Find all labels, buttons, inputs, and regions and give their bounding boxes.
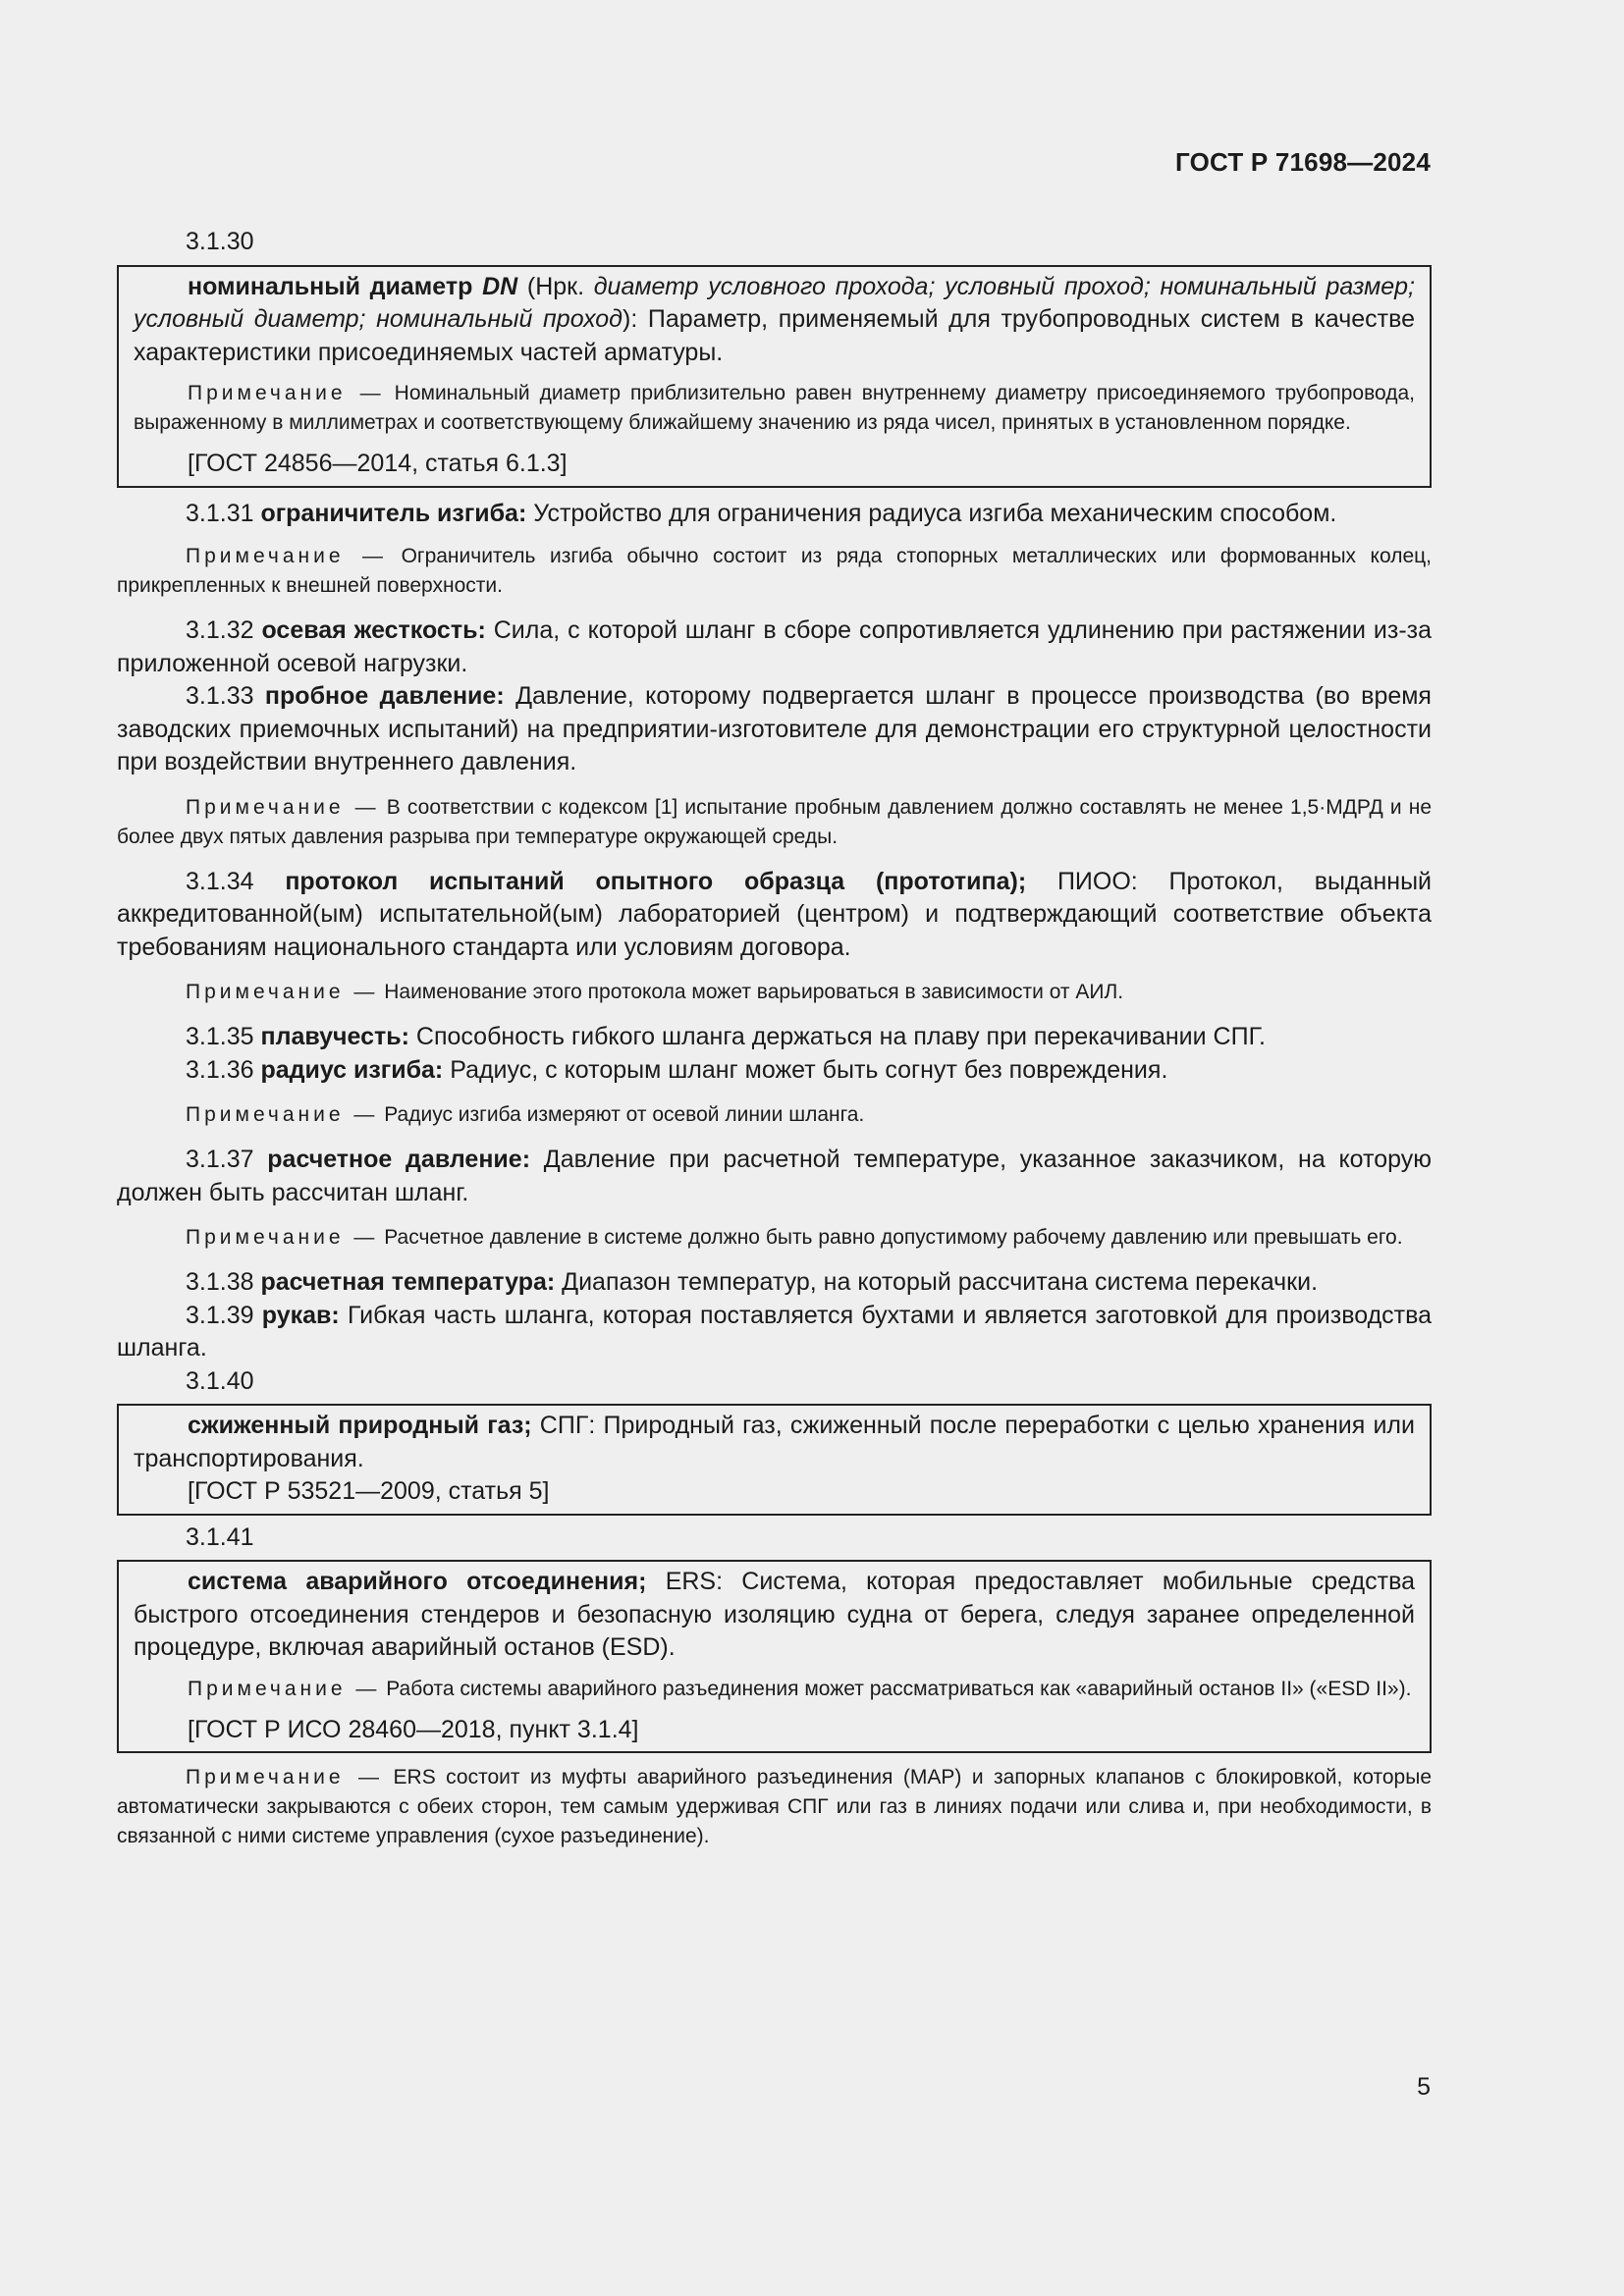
term-entry-3-1-39 xyxy=(117,1300,1432,1365)
quoted-term-box-3-1-41 xyxy=(117,1560,1432,1753)
note-label: Примечание — xyxy=(186,1766,384,1789)
entry-number: 3.1.34 xyxy=(186,867,254,895)
term-name: система аварийного отсоединения; xyxy=(188,1568,647,1595)
note-label: Примечание — xyxy=(186,1103,379,1126)
entry-number-3-1-30: 3.1.30 xyxy=(186,228,254,255)
entry-number: 3.1.33 xyxy=(186,682,254,710)
term-name: номинальный диаметр xyxy=(188,272,473,300)
note-3-1-41 xyxy=(134,1675,1415,1704)
entry-number-3-1-41: 3.1.41 xyxy=(186,1522,254,1551)
term-name: расчетная температура: xyxy=(260,1268,556,1296)
note-text: Номинальный диаметр приблизительно равен внутреннему диаметру присоединяемого трубопровода, выраженному в миллиметрах и соответствующему ближайшему значению из ряда чисел, принятых в установленном порядке. xyxy=(134,382,1416,434)
note-text: Ограничитель изгиба обычно состоит из ряда стопорных металлических или формованных колец, прикрепленных к внешней поверхности. xyxy=(117,545,1432,597)
deprecated-terms: диаметр условного прохода; условный проход; номинальный размер; условный диаметр; номинальный проход xyxy=(134,272,1415,333)
note-3-1-30 xyxy=(134,379,1415,438)
quoted-term-box-3-1-40 xyxy=(117,1404,1432,1516)
term-definition: СПГ: Природный газ, сжиженный после переработки с целью хранения или транспортирования. xyxy=(134,1412,1415,1472)
source-reference-3-1-40: [ГОСТ Р 53521—2009, статья 5] xyxy=(188,1477,550,1505)
term-entry-3-1-34 xyxy=(117,866,1432,965)
term-name: расчетное давление: xyxy=(267,1146,531,1173)
term-entry-3-1-31 xyxy=(117,498,1432,531)
term-name: рукав: xyxy=(261,1301,340,1329)
term-definition: Устройство для ограничения радиуса изгиба механическим способом. xyxy=(533,499,1337,527)
note-label: Примечание — xyxy=(188,382,385,404)
note-label: Примечание — xyxy=(188,1677,381,1700)
term-entry-3-1-41 xyxy=(134,1566,1415,1665)
term-name: осевая жесткость: xyxy=(261,616,486,644)
term-name: плавучесть: xyxy=(260,1023,409,1050)
source-reference-3-1-41: [ГОСТ Р ИСО 28460—2018, пункт 3.1.4] xyxy=(188,1715,639,1743)
term-definition: Диапазон температур, на который рассчитана система перекачки. xyxy=(562,1268,1319,1296)
term-definition: Гибкая часть шланга, которая поставляется бухтами и является заготовкой для производства шланга. xyxy=(117,1301,1433,1362)
note-text: Расчетное давление в системе должно быть равно допустимому рабочему давлению или превышать его. xyxy=(384,1226,1403,1249)
entry-number: 3.1.35 xyxy=(186,1023,254,1050)
term-definition: ): Параметр, применяемый для трубопроводных систем в качестве характеристики присоединяемых частей арматуры. xyxy=(134,305,1416,366)
terms-section xyxy=(117,226,1432,1851)
note-text: ERS состоит из муфты аварийного разъединения (МАР) и запорных клапанов с блокировкой, которые автоматически закрываются с обеих сторон, тем самым удерживая СПГ или газ в линиях подачи или слива и, при необходимости, в связанной с ними системе управления (сухое разъединение). xyxy=(117,1766,1432,1847)
term-name: сжиженный природный газ; xyxy=(188,1412,532,1439)
note-3-1-31 xyxy=(117,542,1432,601)
term-entry-3-1-36 xyxy=(117,1054,1432,1088)
entry-number: 3.1.37 xyxy=(186,1146,254,1173)
source-reference-3-1-30: [ГОСТ 24856—2014, статья 6.1.3] xyxy=(188,450,568,477)
term-definition: Радиус, с которым шланг может быть согнут без повреждения. xyxy=(450,1055,1168,1084)
term-entry-3-1-30 xyxy=(134,271,1415,370)
note-3-1-37 xyxy=(117,1223,1432,1253)
term-abbreviation: DN xyxy=(482,272,518,300)
note-text: Работа системы аварийного разъединения может рассматриваться как «аварийный останов II» («ESD II»). xyxy=(386,1677,1412,1700)
note-text: Наименование этого протокола может варьироваться в зависимости от АИЛ. xyxy=(384,981,1124,1003)
term-entry-3-1-37 xyxy=(117,1144,1432,1209)
note-label: Примечание — xyxy=(186,795,380,819)
entry-number: 3.1.31 xyxy=(186,499,254,527)
note-3-1-34 xyxy=(117,978,1432,1007)
entry-number: 3.1.36 xyxy=(186,1055,254,1084)
term-name: ограничитель изгиба: xyxy=(260,499,527,527)
term-entry-3-1-32 xyxy=(117,614,1432,680)
page-number: 5 xyxy=(1417,2073,1431,2101)
note-label: Примечание — xyxy=(186,1226,379,1249)
note-label: Примечание — xyxy=(186,545,388,567)
term-entry-3-1-38 xyxy=(117,1266,1432,1300)
term-definition: ПИОО: Протокол, выданный аккредитованной(ым) испытательной(ым) лабораторией (центром) и подтверждающий соответствие объекта требованиям национального стандарта или условиям договора. xyxy=(117,867,1432,961)
term-entry-3-1-33 xyxy=(117,680,1432,779)
entry-number: 3.1.39 xyxy=(186,1301,254,1329)
note-3-1-33 xyxy=(117,793,1432,852)
deprecated-prefix: (Нрк. xyxy=(517,272,594,300)
term-definition: ERS: Система, которая предоставляет мобильные средства быстрого отсоединения стендеров и безопасную изоляцию судна от берега, следуя заранее определенной процедуре, включая аварийный останов (ESD). xyxy=(134,1568,1415,1661)
entry-number: 3.1.32 xyxy=(186,616,254,644)
quoted-term-box-3-1-30 xyxy=(117,265,1432,488)
term-name: пробное давление: xyxy=(264,682,505,710)
term-definition: Давление, которому подвергается шланг в процессе производства (во время заводских приемочных испытаний) на предприятии-изготовителе для демонстрации его структурной целостности при воздействии внутреннего давления. xyxy=(117,682,1432,775)
note-label: Примечание — xyxy=(186,981,379,1003)
note-after-3-1-41 xyxy=(117,1763,1432,1851)
term-entry-3-1-35 xyxy=(117,1021,1432,1054)
entry-number-3-1-40: 3.1.40 xyxy=(186,1366,254,1395)
term-definition: Давление при расчетной температуре, указанное заказчиком, на которую должен быть рассчитан шланг. xyxy=(117,1146,1432,1206)
term-entry-3-1-40 xyxy=(134,1410,1415,1475)
term-definition: Сила, с которой шланг в сборе сопротивляется удлинению при растяжении из-за приложенной осевой нагрузки. xyxy=(117,616,1433,677)
term-name: протокол испытаний опытного образца (прототипа); xyxy=(285,867,1027,895)
note-3-1-36 xyxy=(117,1100,1432,1130)
standard-designation: ГОСТ Р 71698—2024 xyxy=(1175,147,1431,177)
note-text: В соответствии с кодексом [1] испытание пробным давлением должно составлять не менее 1,5·МДРД и не более двух пятых давления разрыва при температуре окружающей среды. xyxy=(117,795,1432,848)
entry-number: 3.1.38 xyxy=(186,1268,254,1296)
term-name: радиус изгиба: xyxy=(260,1055,444,1084)
term-definition: Способность гибкого шланга держаться на плаву при перекачивании СПГ. xyxy=(415,1023,1267,1050)
note-text: Радиус изгиба измеряют от осевой линии шланга. xyxy=(384,1103,865,1126)
